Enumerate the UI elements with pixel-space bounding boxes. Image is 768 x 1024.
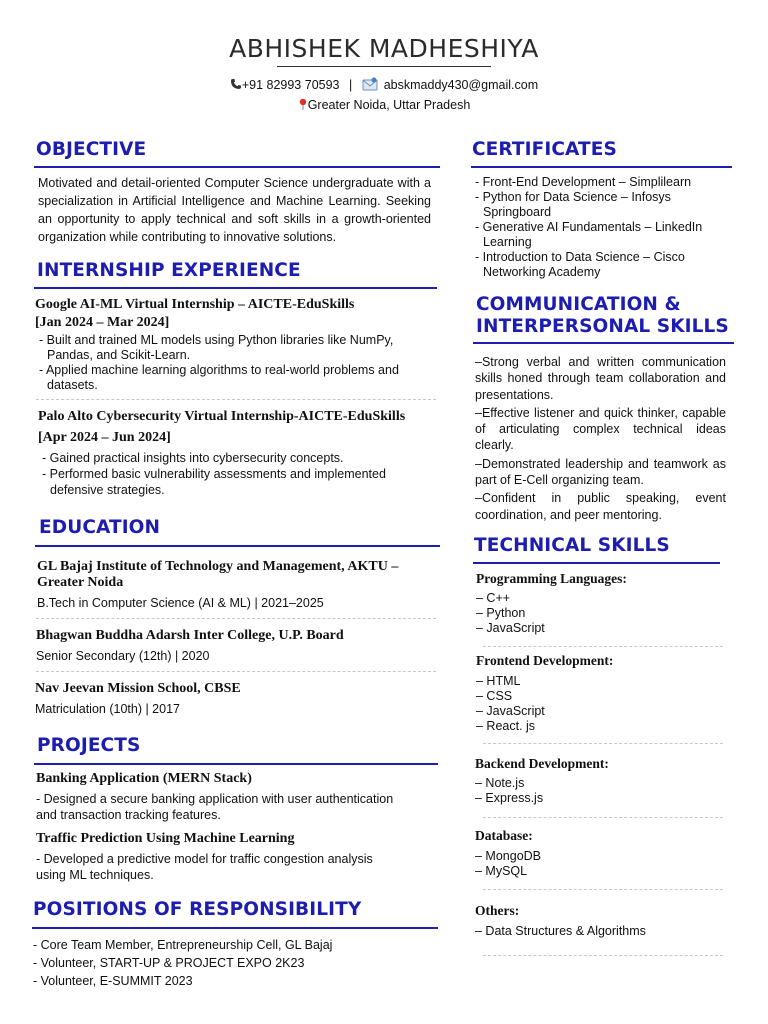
skill-divider — [483, 955, 723, 956]
list-item: - Volunteer, START-UP & PROJECT EXPO 2K23 — [33, 956, 305, 970]
contact-line — [0, 77, 768, 94]
education-divider — [36, 671, 436, 672]
skill-item: – C++ — [476, 591, 511, 605]
map-pin-icon — [298, 98, 308, 113]
skill-item: – Note.js — [475, 776, 525, 790]
location-line — [0, 98, 768, 113]
skill-item: – Data Structures & Algorithms — [475, 924, 646, 938]
education-item — [36, 628, 436, 663]
positions-heading: POSITIONS OF RESPONSIBILITY — [33, 899, 362, 920]
skill-item: – HTML — [476, 674, 521, 688]
skill-item: – Express.js — [475, 791, 544, 805]
skill-divider — [483, 743, 723, 744]
internship-bullets — [35, 333, 415, 393]
positions-list — [33, 936, 433, 990]
skill-group — [475, 828, 715, 879]
internship-rule — [34, 287, 437, 289]
internship-item — [35, 297, 435, 393]
projects-rule — [34, 763, 438, 765]
education-item — [37, 559, 437, 610]
education-detail: Senior Secondary (12th) | 2020 — [36, 649, 210, 663]
list-item: - Generative AI Fundamentals – LinkedIn Learning — [475, 220, 703, 249]
positions-rule — [32, 927, 438, 929]
list-item: - Volunteer, E-SUMMIT 2023 — [33, 974, 193, 988]
certificates-heading: CERTIFICATES — [472, 139, 617, 160]
skill-divider — [483, 817, 723, 818]
objective-heading: OBJECTIVE — [36, 139, 147, 160]
internship-bullets — [38, 450, 408, 498]
education-school: Nav Jeevan Mission School, CBSE — [35, 681, 241, 696]
skill-item: – React. js — [476, 719, 536, 733]
skill-item: – MySQL — [475, 864, 528, 878]
project-desc: - Designed a secure banking application with user authentication and transaction tracking features. — [36, 792, 394, 822]
bullet-item: - Performed basic vulnerability assessments and implemented defensive strategies. — [42, 467, 386, 497]
skill-divider — [483, 889, 723, 890]
project-title: Banking Application (MERN Stack) — [36, 771, 252, 786]
list-item: - Introduction to Data Science – Cisco Networking Academy — [475, 250, 685, 279]
objective-rule — [34, 166, 440, 168]
list-item: –Strong verbal and written communication skills honed through team collaboration and presentations. — [475, 355, 726, 402]
project-item — [36, 831, 396, 883]
candidate-name: ABHISHEK MADHESHIYA — [229, 34, 539, 63]
skill-list — [475, 849, 715, 879]
bullet-item: - Built and trained ML models using Python libraries like NumPy, Pandas, and Scikit-Learn. — [39, 333, 394, 362]
name-underline — [277, 66, 491, 67]
internship-title: Palo Alto Cybersecurity Virtual Internship-AICTE-EduSkills — [38, 409, 406, 424]
education-item — [35, 681, 435, 716]
skill-group-title: Backend Development: — [475, 756, 609, 771]
envelope-icon — [362, 77, 378, 94]
technical-rule — [473, 562, 720, 564]
skill-group — [476, 653, 716, 734]
education-rule — [35, 545, 440, 547]
internship-dates: [Jan 2024 – Mar 2024] — [35, 315, 170, 330]
skill-group-title: Others: — [475, 903, 520, 918]
phone-number[interactable]: +91 82993 70593 — [241, 77, 340, 92]
skill-list — [476, 591, 716, 636]
skill-group-title: Frontend Development: — [476, 653, 614, 668]
project-title: Traffic Prediction Using Machine Learning — [36, 831, 295, 846]
education-detail: B.Tech in Computer Science (AI & ML) | 2021–2025 — [37, 596, 324, 610]
communication-heading-line: INTERPERSONAL SKILLS — [476, 316, 729, 337]
contact-separator: | — [348, 77, 353, 92]
email-link[interactable]: abskmaddy430@gmail.com — [383, 77, 539, 92]
bullet-item: - Applied machine learning algorithms to real-world problems and datasets. — [39, 363, 399, 392]
education-school: Bhagwan Buddha Adarsh Inter College, U.P. Board — [36, 628, 344, 643]
certificates-list — [471, 175, 721, 280]
internship-heading: INTERNSHIP EXPERIENCE — [37, 260, 301, 281]
communication-rule — [473, 342, 734, 344]
projects-heading: PROJECTS — [37, 735, 141, 756]
education-detail: Matriculation (10th) | 2017 — [35, 702, 180, 716]
list-item: –Effective listener and quick thinker, capable of articulating complex technical ideas clearly. — [475, 405, 726, 453]
skill-item: – JavaScript — [476, 704, 545, 718]
project-desc: - Developed a predictive model for traffic congestion analysis using ML techniques. — [36, 852, 373, 882]
skill-group-title: Programming Languages: — [476, 571, 627, 586]
project-item — [36, 771, 416, 823]
location-text: Greater Noida, Uttar Pradesh — [307, 98, 471, 112]
internship-dates: [Apr 2024 – Jun 2024] — [38, 430, 171, 445]
skill-item: – Python — [476, 606, 526, 620]
skill-divider — [483, 646, 723, 647]
skill-group — [476, 571, 716, 636]
skill-group — [475, 903, 715, 939]
list-item: –Demonstrated leadership and teamwork as part of E-Cell organizing team. — [475, 456, 726, 488]
skill-list — [476, 674, 716, 734]
certificates-rule — [471, 166, 732, 168]
internship-item — [38, 409, 440, 498]
bullet-item: - Gained practical insights into cybersecurity concepts. — [42, 451, 344, 465]
skill-item: – CSS — [476, 689, 513, 703]
list-item: - Python for Data Science – Infosys Springboard — [475, 190, 671, 219]
skill-item: – JavaScript — [476, 621, 545, 635]
skill-item: – MongoDB — [475, 849, 542, 863]
list-item: - Core Team Member, Entrepreneurship Cell, GL Bajaj — [33, 938, 333, 952]
communication-heading-line: COMMUNICATION & — [476, 294, 681, 315]
skill-list — [475, 924, 715, 939]
internship-title: Google AI-ML Virtual Internship – AICTE-EduSkills — [35, 297, 355, 312]
skill-list — [475, 776, 715, 806]
education-divider — [36, 618, 436, 619]
communication-heading — [476, 294, 729, 338]
list-item: - Front-End Development – Simplilearn — [475, 175, 692, 189]
communication-list — [475, 354, 726, 523]
phone-icon — [230, 78, 242, 93]
objective-text: Motivated and detail-oriented Computer Science undergraduate with a specialization in Artificial Intelligence and Machine Learning. Seeking an opportunity to apply technical and soft skills in a growth-oriented organization while contributing to innovative solutions. — [38, 176, 431, 244]
skill-group-title: Database: — [475, 828, 533, 843]
technical-heading: TECHNICAL SKILLS — [474, 535, 670, 556]
internship-divider — [36, 399, 436, 400]
skill-group — [475, 756, 715, 806]
education-school: GL Bajaj Institute of Technology and Management, AKTU – Greater Noida — [37, 559, 399, 590]
list-item: –Confident in public speaking, event coordination, and peer mentoring. — [475, 491, 726, 522]
education-heading: EDUCATION — [39, 517, 161, 538]
